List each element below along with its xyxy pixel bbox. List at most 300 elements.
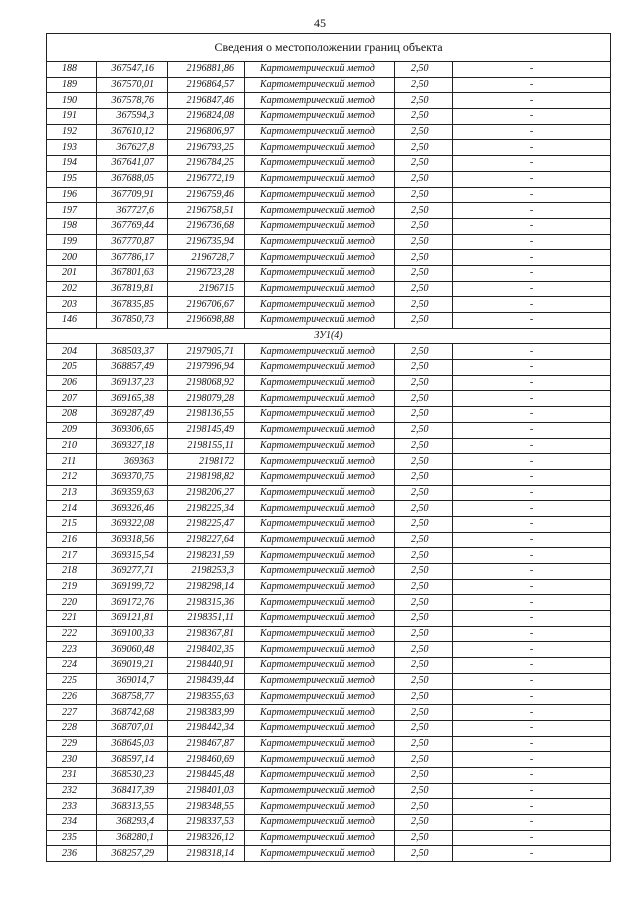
method-cell: Картометрический метод <box>245 783 395 799</box>
precision-cell: 2,50 <box>395 313 453 329</box>
table-row <box>47 187 611 203</box>
method-cell: Картометрический метод <box>245 344 395 360</box>
method-cell: Картометрический метод <box>245 830 395 846</box>
point-number-cell: 201 <box>47 265 97 281</box>
coord-y-cell: 2198136,55 <box>168 407 245 423</box>
coord-y-cell: 2196723,28 <box>168 265 245 281</box>
method-cell: Картометрический метод <box>245 752 395 768</box>
note-cell: - <box>453 830 611 846</box>
coord-x-cell: 369318,56 <box>97 532 168 548</box>
method-cell: Картометрический метод <box>245 469 395 485</box>
coord-x-cell: 368257,29 <box>97 846 168 862</box>
note-cell: - <box>453 799 611 815</box>
coord-x-cell: 368293,4 <box>97 815 168 831</box>
note-cell: - <box>453 297 611 313</box>
precision-cell: 2,50 <box>395 77 453 93</box>
note-cell: - <box>453 579 611 595</box>
method-cell: Картометрический метод <box>245 799 395 815</box>
note-cell: - <box>453 501 611 517</box>
point-number-cell: 202 <box>47 281 97 297</box>
coord-x-cell: 369359,63 <box>97 485 168 501</box>
coord-x-cell: 367641,07 <box>97 156 168 172</box>
precision-cell: 2,50 <box>395 611 453 627</box>
note-cell: - <box>453 689 611 705</box>
note-cell: - <box>453 846 611 862</box>
coord-y-cell: 2196706,67 <box>168 297 245 313</box>
point-number-cell: 190 <box>47 93 97 109</box>
coord-y-cell: 2196715 <box>168 281 245 297</box>
method-cell: Картометрический метод <box>245 767 395 783</box>
table-row <box>47 532 611 548</box>
precision-cell: 2,50 <box>395 485 453 501</box>
coord-y-cell: 2196728,7 <box>168 250 245 266</box>
coord-y-cell: 2198467,87 <box>168 736 245 752</box>
table-row <box>47 767 611 783</box>
coord-x-cell: 369165,38 <box>97 391 168 407</box>
note-cell: - <box>453 140 611 156</box>
note-cell: - <box>453 469 611 485</box>
method-cell: Картометрический метод <box>245 297 395 313</box>
point-number-cell: 218 <box>47 564 97 580</box>
note-cell: - <box>453 344 611 360</box>
method-cell: Картометрический метод <box>245 77 395 93</box>
precision-cell: 2,50 <box>395 297 453 313</box>
table-row <box>47 454 611 470</box>
method-cell: Картометрический метод <box>245 454 395 470</box>
precision-cell: 2,50 <box>395 407 453 423</box>
coord-x-cell: 367835,85 <box>97 297 168 313</box>
coord-y-cell: 2198367,81 <box>168 626 245 642</box>
note-cell: - <box>453 391 611 407</box>
point-number-cell: 188 <box>47 62 97 78</box>
note-cell: - <box>453 407 611 423</box>
method-cell: Картометрический метод <box>245 109 395 125</box>
coord-x-cell: 367610,12 <box>97 124 168 140</box>
note-cell: - <box>453 752 611 768</box>
point-number-cell: 210 <box>47 438 97 454</box>
precision-cell: 2,50 <box>395 171 453 187</box>
point-number-cell: 196 <box>47 187 97 203</box>
note-cell: - <box>453 438 611 454</box>
coord-x-cell: 368645,03 <box>97 736 168 752</box>
point-number-cell: 236 <box>47 846 97 862</box>
method-cell: Картометрический метод <box>245 815 395 831</box>
note-cell: - <box>453 705 611 721</box>
coord-x-cell: 367727,6 <box>97 203 168 219</box>
method-cell: Картометрический метод <box>245 234 395 250</box>
precision-cell: 2,50 <box>395 846 453 862</box>
method-cell: Картометрический метод <box>245 720 395 736</box>
method-cell: Картометрический метод <box>245 501 395 517</box>
note-cell: - <box>453 532 611 548</box>
note-cell: - <box>453 767 611 783</box>
note-cell: - <box>453 564 611 580</box>
point-number-cell: 216 <box>47 532 97 548</box>
page-number: 45 <box>314 16 326 30</box>
table-row <box>47 501 611 517</box>
point-number-cell: 209 <box>47 422 97 438</box>
note-cell: - <box>453 673 611 689</box>
note-cell: - <box>453 516 611 532</box>
method-cell: Картометрический метод <box>245 156 395 172</box>
note-cell: - <box>453 548 611 564</box>
coord-y-cell: 2198206,27 <box>168 485 245 501</box>
method-cell: Картометрический метод <box>245 516 395 532</box>
precision-cell: 2,50 <box>395 422 453 438</box>
table-row <box>47 736 611 752</box>
point-number-cell: 229 <box>47 736 97 752</box>
table-row <box>47 658 611 674</box>
point-number-cell: 214 <box>47 501 97 517</box>
table-row <box>47 375 611 391</box>
coord-x-cell: 369363 <box>97 454 168 470</box>
precision-cell: 2,50 <box>395 454 453 470</box>
coord-y-cell: 2198231,59 <box>168 548 245 564</box>
point-number-cell: 189 <box>47 77 97 93</box>
method-cell: Картометрический метод <box>245 375 395 391</box>
method-cell: Картометрический метод <box>245 422 395 438</box>
precision-cell: 2,50 <box>395 783 453 799</box>
coord-y-cell: 2198326,12 <box>168 830 245 846</box>
point-number-cell: 234 <box>47 815 97 831</box>
precision-cell: 2,50 <box>395 673 453 689</box>
note-cell: - <box>453 93 611 109</box>
coord-y-cell: 2197905,71 <box>168 344 245 360</box>
precision-cell: 2,50 <box>395 187 453 203</box>
method-cell: Картометрический метод <box>245 140 395 156</box>
coord-x-cell: 368742,68 <box>97 705 168 721</box>
note-cell: - <box>453 313 611 329</box>
note-cell: - <box>453 124 611 140</box>
coord-x-cell: 368758,77 <box>97 689 168 705</box>
coord-x-cell: 368597,14 <box>97 752 168 768</box>
table-row <box>47 203 611 219</box>
coord-y-cell: 2198298,14 <box>168 579 245 595</box>
coord-y-cell: 2198253,3 <box>168 564 245 580</box>
table-row <box>47 469 611 485</box>
coord-x-cell: 367819,81 <box>97 281 168 297</box>
point-number-cell: 226 <box>47 689 97 705</box>
coord-y-cell: 2198079,28 <box>168 391 245 407</box>
method-cell: Картометрический метод <box>245 250 395 266</box>
coord-y-cell: 2198445,48 <box>168 767 245 783</box>
note-cell: - <box>453 171 611 187</box>
precision-cell: 2,50 <box>395 830 453 846</box>
coord-y-cell: 2198383,99 <box>168 705 245 721</box>
coord-x-cell: 367594,3 <box>97 109 168 125</box>
point-number-cell: 235 <box>47 830 97 846</box>
coord-y-cell: 2196824,08 <box>168 109 245 125</box>
coord-y-cell: 2198315,36 <box>168 595 245 611</box>
precision-cell: 2,50 <box>395 501 453 517</box>
note-cell: - <box>453 485 611 501</box>
precision-cell: 2,50 <box>395 642 453 658</box>
coord-x-cell: 369100,33 <box>97 626 168 642</box>
point-number-cell: 208 <box>47 407 97 423</box>
point-number-cell: 223 <box>47 642 97 658</box>
precision-cell: 2,50 <box>395 140 453 156</box>
table-row <box>47 250 611 266</box>
table-row <box>47 485 611 501</box>
precision-cell: 2,50 <box>395 360 453 376</box>
precision-cell: 2,50 <box>395 203 453 219</box>
method-cell: Картометрический метод <box>245 595 395 611</box>
table-row <box>47 579 611 595</box>
method-cell: Картометрический метод <box>245 265 395 281</box>
coord-y-cell: 2198460,69 <box>168 752 245 768</box>
table-row <box>47 799 611 815</box>
coord-y-cell: 2198172 <box>168 454 245 470</box>
table-row <box>47 234 611 250</box>
table-row <box>47 689 611 705</box>
coord-y-cell: 2196736,68 <box>168 218 245 234</box>
point-number-cell: 198 <box>47 218 97 234</box>
point-number-cell: 222 <box>47 626 97 642</box>
coord-y-cell: 2198068,92 <box>168 375 245 391</box>
coord-x-cell: 367570,01 <box>97 77 168 93</box>
table-row <box>47 62 611 78</box>
method-cell: Картометрический метод <box>245 203 395 219</box>
table-row <box>47 830 611 846</box>
table-row <box>47 720 611 736</box>
table-row <box>47 752 611 768</box>
table-caption: Сведения о местоположении границ объекта <box>47 34 611 62</box>
coord-x-cell: 367688,05 <box>97 171 168 187</box>
coord-x-cell: 369137,23 <box>97 375 168 391</box>
point-number-cell: 203 <box>47 297 97 313</box>
note-cell: - <box>453 281 611 297</box>
note-cell: - <box>453 815 611 831</box>
note-cell: - <box>453 720 611 736</box>
precision-cell: 2,50 <box>395 595 453 611</box>
table-row <box>47 156 611 172</box>
coord-x-cell: 367801,63 <box>97 265 168 281</box>
method-cell: Картометрический метод <box>245 485 395 501</box>
coord-y-cell: 2198227,64 <box>168 532 245 548</box>
precision-cell: 2,50 <box>395 815 453 831</box>
coord-x-cell: 368313,55 <box>97 799 168 815</box>
point-number-cell: 227 <box>47 705 97 721</box>
point-number-cell: 212 <box>47 469 97 485</box>
table-row <box>47 626 611 642</box>
table-row <box>47 564 611 580</box>
coord-y-cell: 2196772,19 <box>168 171 245 187</box>
precision-cell: 2,50 <box>395 720 453 736</box>
note-cell: - <box>453 156 611 172</box>
point-number-cell: 220 <box>47 595 97 611</box>
note-cell: - <box>453 360 611 376</box>
method-cell: Картометрический метод <box>245 62 395 78</box>
table-row <box>47 438 611 454</box>
method-cell: Картометрический метод <box>245 93 395 109</box>
coord-y-cell: 2196698,88 <box>168 313 245 329</box>
coord-x-cell: 369014,7 <box>97 673 168 689</box>
coord-x-cell: 367770,87 <box>97 234 168 250</box>
coord-y-cell: 2198442,34 <box>168 720 245 736</box>
boundary-coordinates-table <box>46 33 611 862</box>
group-row <box>47 328 611 344</box>
precision-cell: 2,50 <box>395 658 453 674</box>
precision-cell: 2,50 <box>395 736 453 752</box>
coord-y-cell: 2196881,86 <box>168 62 245 78</box>
table-row <box>47 407 611 423</box>
coord-y-cell: 2198225,47 <box>168 516 245 532</box>
coord-x-cell: 369370,75 <box>97 469 168 485</box>
coord-x-cell: 369327,18 <box>97 438 168 454</box>
method-cell: Картометрический метод <box>245 705 395 721</box>
method-cell: Картометрический метод <box>245 611 395 627</box>
coord-y-cell: 2198351,11 <box>168 611 245 627</box>
method-cell: Картометрический метод <box>245 124 395 140</box>
coord-x-cell: 367578,76 <box>97 93 168 109</box>
precision-cell: 2,50 <box>395 281 453 297</box>
precision-cell: 2,50 <box>395 250 453 266</box>
coord-x-cell: 369322,08 <box>97 516 168 532</box>
method-cell: Картометрический метод <box>245 642 395 658</box>
table-row <box>47 705 611 721</box>
table-row <box>47 77 611 93</box>
point-number-cell: 228 <box>47 720 97 736</box>
note-cell: - <box>453 736 611 752</box>
precision-cell: 2,50 <box>395 62 453 78</box>
coord-x-cell: 369121,81 <box>97 611 168 627</box>
precision-cell: 2,50 <box>395 375 453 391</box>
method-cell: Картометрический метод <box>245 548 395 564</box>
coord-x-cell: 367769,44 <box>97 218 168 234</box>
note-cell: - <box>453 203 611 219</box>
note-cell: - <box>453 595 611 611</box>
coord-y-cell: 2198440,91 <box>168 658 245 674</box>
precision-cell: 2,50 <box>395 469 453 485</box>
coord-x-cell: 369315,54 <box>97 548 168 564</box>
table-row <box>47 218 611 234</box>
table-row <box>47 548 611 564</box>
point-number-cell: 192 <box>47 124 97 140</box>
method-cell: Картометрический метод <box>245 689 395 705</box>
coord-y-cell: 2198225,34 <box>168 501 245 517</box>
precision-cell: 2,50 <box>395 532 453 548</box>
method-cell: Картометрический метод <box>245 171 395 187</box>
coord-x-cell: 368530,23 <box>97 767 168 783</box>
point-number-cell: 200 <box>47 250 97 266</box>
coord-x-cell: 368503,37 <box>97 344 168 360</box>
point-number-cell: 221 <box>47 611 97 627</box>
coord-y-cell: 2196847,46 <box>168 93 245 109</box>
table-row <box>47 93 611 109</box>
coord-y-cell: 2198355,63 <box>168 689 245 705</box>
method-cell: Картометрический метод <box>245 673 395 689</box>
coord-x-cell: 368417,39 <box>97 783 168 799</box>
method-cell: Картометрический метод <box>245 626 395 642</box>
coord-y-cell: 2196758,51 <box>168 203 245 219</box>
coord-x-cell: 368280,1 <box>97 830 168 846</box>
point-number-cell: 219 <box>47 579 97 595</box>
coord-y-cell: 2196806,97 <box>168 124 245 140</box>
coord-x-cell: 367850,73 <box>97 313 168 329</box>
method-cell: Картометрический метод <box>245 658 395 674</box>
note-cell: - <box>453 375 611 391</box>
table-row <box>47 313 611 329</box>
coord-y-cell: 2197996,94 <box>168 360 245 376</box>
coord-x-cell: 369277,71 <box>97 564 168 580</box>
table-row <box>47 642 611 658</box>
note-cell: - <box>453 187 611 203</box>
coord-y-cell: 2198439,44 <box>168 673 245 689</box>
point-number-cell: 224 <box>47 658 97 674</box>
coord-x-cell: 367547,16 <box>97 62 168 78</box>
note-cell: - <box>453 265 611 281</box>
point-number-cell: 207 <box>47 391 97 407</box>
precision-cell: 2,50 <box>395 109 453 125</box>
point-number-cell: 230 <box>47 752 97 768</box>
method-cell: Картометрический метод <box>245 846 395 862</box>
note-cell: - <box>453 454 611 470</box>
method-cell: Картометрический метод <box>245 579 395 595</box>
precision-cell: 2,50 <box>395 752 453 768</box>
point-number-cell: 194 <box>47 156 97 172</box>
coord-y-cell: 2198348,55 <box>168 799 245 815</box>
group-label: ЗУ1(4) <box>47 328 611 344</box>
note-cell: - <box>453 77 611 93</box>
table-row <box>47 846 611 862</box>
coord-x-cell: 369060,48 <box>97 642 168 658</box>
point-number-cell: 195 <box>47 171 97 187</box>
coord-y-cell: 2196793,25 <box>168 140 245 156</box>
coord-y-cell: 2196759,46 <box>168 187 245 203</box>
table-row <box>47 783 611 799</box>
table-row <box>47 344 611 360</box>
note-cell: - <box>453 250 611 266</box>
coord-y-cell: 2198337,53 <box>168 815 245 831</box>
coord-x-cell: 369326,46 <box>97 501 168 517</box>
precision-cell: 2,50 <box>395 626 453 642</box>
method-cell: Картометрический метод <box>245 391 395 407</box>
point-number-cell: 146 <box>47 313 97 329</box>
coord-x-cell: 369306,65 <box>97 422 168 438</box>
precision-cell: 2,50 <box>395 438 453 454</box>
method-cell: Картометрический метод <box>245 736 395 752</box>
precision-cell: 2,50 <box>395 391 453 407</box>
method-cell: Картометрический метод <box>245 438 395 454</box>
coord-x-cell: 369019,21 <box>97 658 168 674</box>
table-row <box>47 815 611 831</box>
precision-cell: 2,50 <box>395 548 453 564</box>
point-number-cell: 211 <box>47 454 97 470</box>
point-number-cell: 217 <box>47 548 97 564</box>
note-cell: - <box>453 109 611 125</box>
precision-cell: 2,50 <box>395 564 453 580</box>
coord-x-cell: 367786,17 <box>97 250 168 266</box>
coord-y-cell: 2198402,35 <box>168 642 245 658</box>
method-cell: Картометрический метод <box>245 187 395 203</box>
caption-row <box>47 34 611 62</box>
precision-cell: 2,50 <box>395 156 453 172</box>
table-row <box>47 109 611 125</box>
point-number-cell: 206 <box>47 375 97 391</box>
coord-y-cell: 2198401,03 <box>168 783 245 799</box>
coord-y-cell: 2198318,14 <box>168 846 245 862</box>
point-number-cell: 213 <box>47 485 97 501</box>
precision-cell: 2,50 <box>395 579 453 595</box>
coord-x-cell: 368707,01 <box>97 720 168 736</box>
point-number-cell: 193 <box>47 140 97 156</box>
note-cell: - <box>453 422 611 438</box>
method-cell: Картометрический метод <box>245 360 395 376</box>
precision-cell: 2,50 <box>395 799 453 815</box>
table-row <box>47 171 611 187</box>
table-row <box>47 281 611 297</box>
coord-y-cell: 2198155,11 <box>168 438 245 454</box>
